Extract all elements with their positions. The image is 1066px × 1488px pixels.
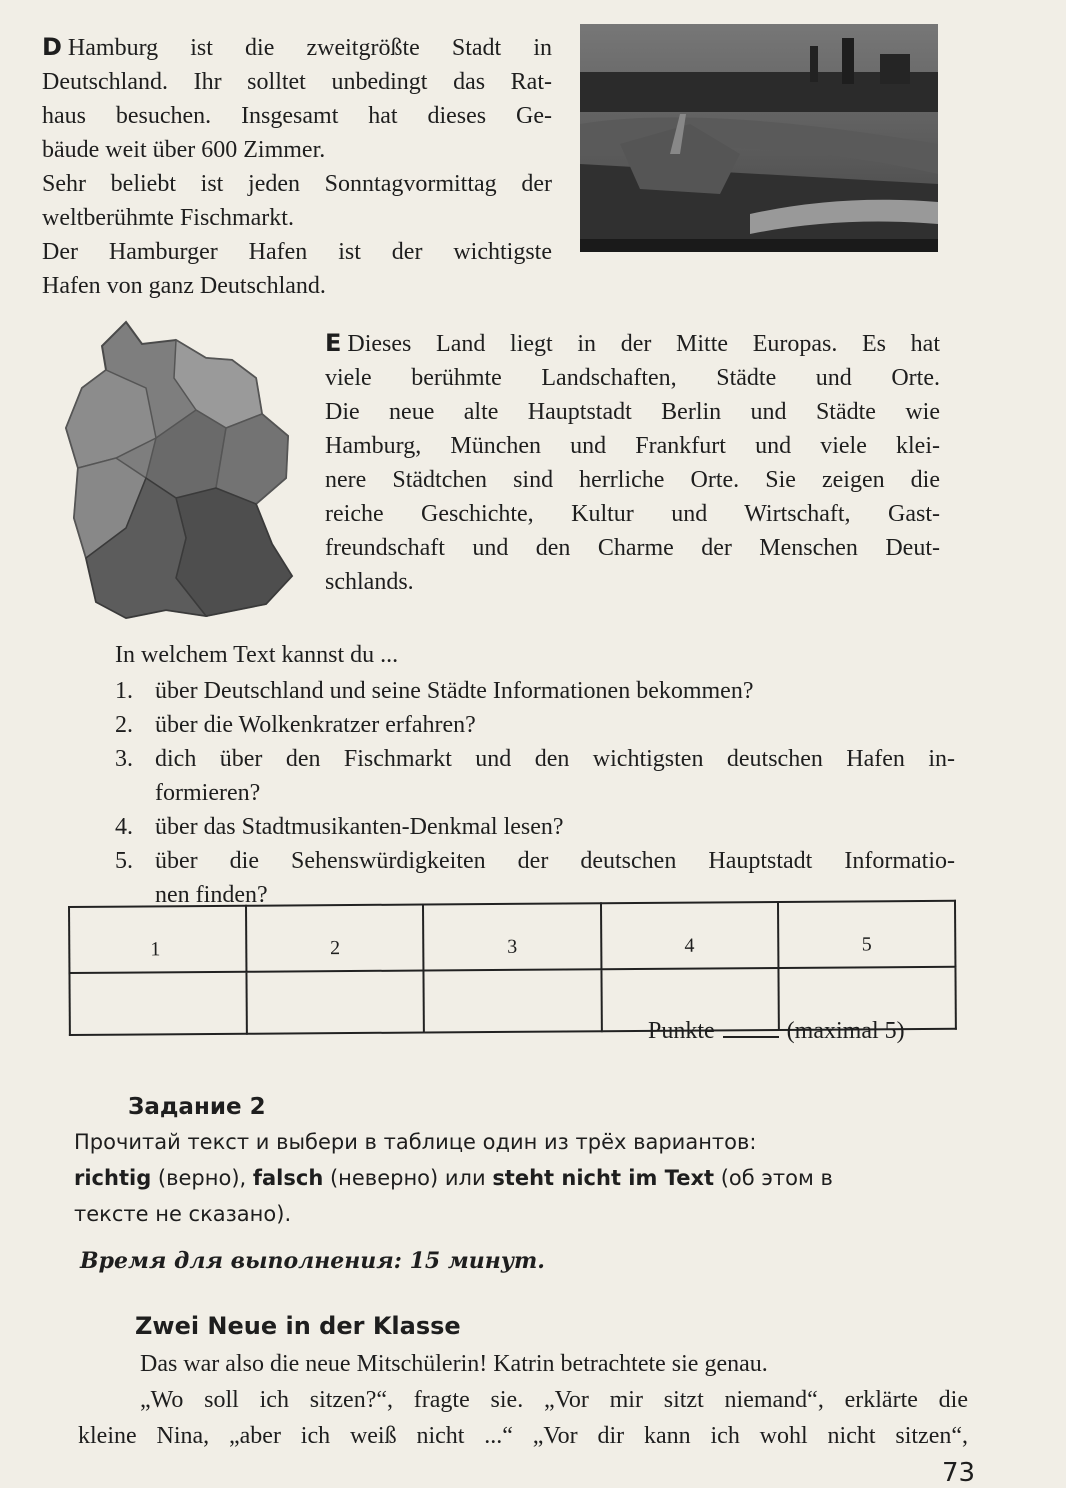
- question-text: über die Sehenswürdigkeiten der deutschen Hauptstadt Informatio-: [155, 848, 955, 874]
- text-d-line: weltberühmte Fischmarkt.: [42, 205, 294, 231]
- question-number: 1.: [115, 678, 133, 704]
- question-text: über Deutschland und seine Städte Informationen bekommen?: [155, 678, 754, 704]
- germany-map: [56, 318, 306, 624]
- text-e-label: E: [325, 329, 342, 357]
- answer-table-header: 3: [423, 903, 601, 970]
- text-e-line: viele berühmte Landschaften, Städte und Orte.: [325, 365, 940, 391]
- task-title: Задание 2: [128, 1094, 266, 1120]
- question-number: 4.: [115, 814, 133, 840]
- score-line: [648, 1016, 905, 1045]
- question-number: 3.: [115, 746, 133, 772]
- text-d-line: haus besuchen. Insgesamt hat dieses Ge-: [42, 103, 552, 129]
- task-time: Время для выполнения: 15 минут.: [80, 1248, 545, 1274]
- text-d: [42, 30, 552, 303]
- text-d-label: D: [42, 33, 62, 61]
- answer-cell[interactable]: [69, 972, 247, 1035]
- text-e-line: schlands.: [325, 569, 414, 595]
- option-steht-nicht-im-text: steht nicht im Text: [492, 1166, 715, 1190]
- option-richtig: richtig: [74, 1166, 152, 1190]
- question-item: [115, 708, 955, 742]
- question-text-continued: formieren?: [155, 780, 261, 806]
- answer-cell[interactable]: [247, 971, 425, 1034]
- answer-table-header: 1: [69, 906, 247, 973]
- question-text-continued: nen finden?: [155, 882, 268, 908]
- question-item: [115, 742, 955, 810]
- answer-table-header: 4: [601, 902, 779, 969]
- question-item: [115, 810, 955, 844]
- answer-table-header: 2: [246, 905, 424, 972]
- story-text: [78, 1346, 968, 1454]
- question-number: 2.: [115, 712, 133, 738]
- text-e-line: E Dieses Land liegt in der Mitte Europas. Es hat: [325, 329, 940, 357]
- page-number: 73: [942, 1458, 976, 1488]
- text-e-line: nere Städtchen sind herrliche Orte. Sie zeigen die: [325, 467, 940, 493]
- text-e-line: Die neue alte Hauptstadt Berlin und Städte wie: [325, 399, 940, 425]
- question-text: über das Stadtmusikanten-Denkmal lesen?: [155, 814, 564, 840]
- question-item: [115, 674, 955, 708]
- task-instruction-line: Прочитай текст и выбери в таблице один из трёх вариантов:: [74, 1130, 757, 1154]
- question-number: 5.: [115, 848, 133, 874]
- story-line: Das war also die neue Mitschülerin! Katrin betrachtete sie genau.: [140, 1351, 768, 1377]
- answer-table-header: 5: [778, 901, 956, 968]
- text-d-line: Deutschland. Ihr solltet unbedingt das Rat-: [42, 69, 552, 95]
- question-list: [115, 674, 955, 912]
- option-falsch: falsch: [252, 1166, 324, 1190]
- text-d-line: Sehr beliebt ist jeden Sonntagvormittag der: [42, 171, 552, 197]
- text-e-line: reiche Geschichte, Kultur und Wirtschaft, Gast-: [325, 501, 940, 527]
- text-d-line: Der Hamburger Hafen ist der wichtigste: [42, 239, 552, 265]
- task-instruction-line: тексте не сказано).: [74, 1202, 292, 1226]
- score-max: (maximal 5): [786, 1018, 905, 1044]
- score-label: Punkte: [648, 1018, 715, 1044]
- question-intro: In welchem Text kannst du ...: [115, 642, 399, 668]
- answer-cell[interactable]: [424, 969, 602, 1032]
- story-title: Zwei Neue in der Klasse: [135, 1312, 461, 1340]
- answer-table-header-row: [69, 901, 955, 973]
- story-line: kleine Nina, „aber ich weiß nicht ...“ „Vor dir kann ich wohl nicht sitzen“,: [78, 1423, 968, 1449]
- text-e-line: Hamburg, München und Frankfurt und viele klei-: [325, 433, 940, 459]
- task-instruction-options: richtig (верно), falsch (неверно) или steht nicht im Text (об этом в: [74, 1166, 833, 1190]
- task-instruction: [74, 1124, 974, 1232]
- text-d-line: bäude weit über 600 Zimmer.: [42, 137, 326, 163]
- text-e: [325, 326, 940, 599]
- story-line: „Wo soll ich sitzen?“, fragte sie. „Vor mir sitzt niemand“, erklärte die: [140, 1387, 968, 1413]
- hamburg-harbor-photo: [580, 24, 938, 252]
- question-text: dich über den Fischmarkt und den wichtigsten deutschen Hafen in-: [155, 746, 955, 772]
- score-blank[interactable]: [723, 1016, 779, 1038]
- text-d-line: D Hamburg ist die zweitgrößte Stadt in: [42, 33, 552, 61]
- text-e-line: freundschaft und den Charme der Menschen Deut-: [325, 535, 940, 561]
- text-d-line: Hafen von ganz Deutschland.: [42, 273, 326, 299]
- question-text: über die Wolkenkratzer erfahren?: [155, 712, 476, 738]
